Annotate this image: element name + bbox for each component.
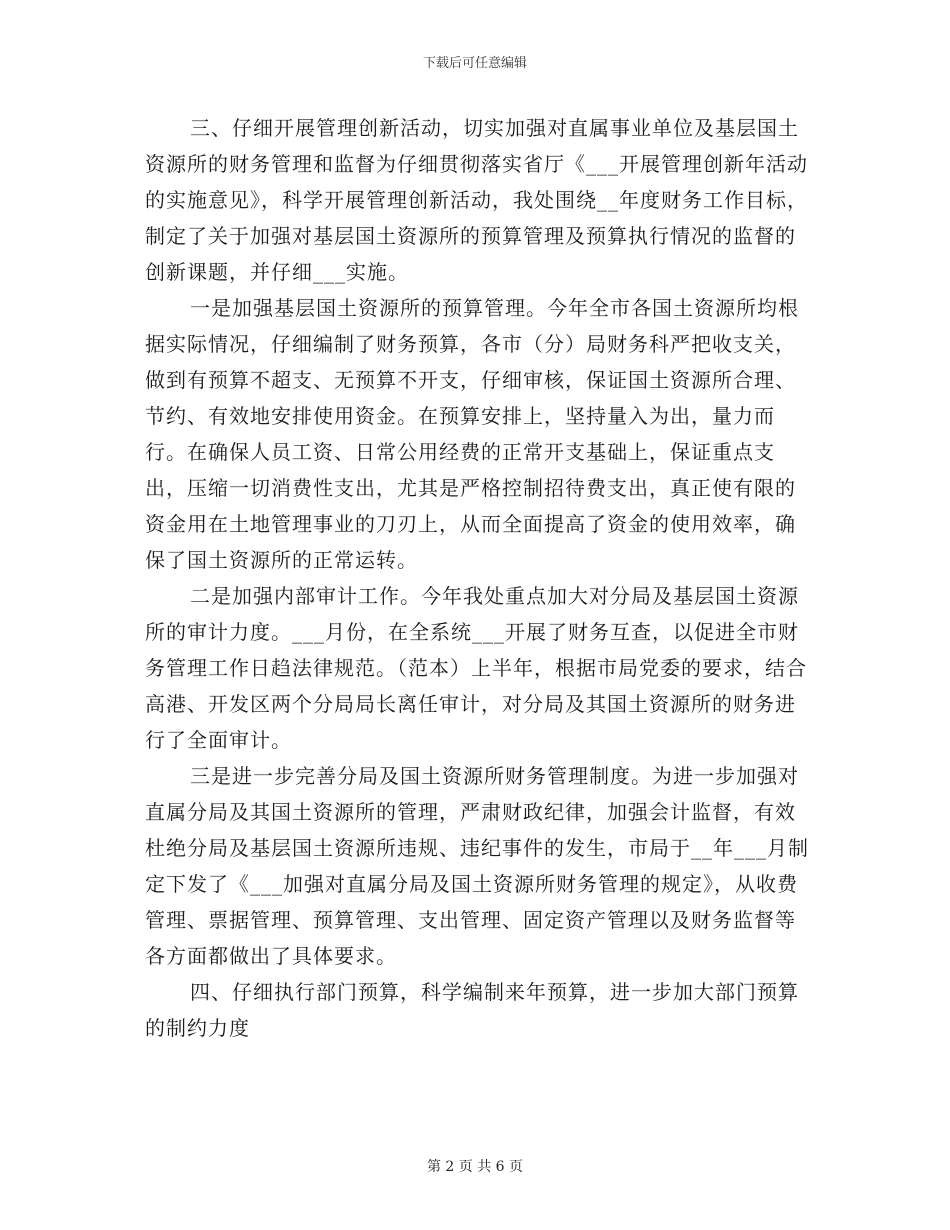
paragraph-section-four: 四、仔细执行部门预算，科学编制来年预算，进一步加大部门预算的制约力度 <box>145 980 799 1040</box>
paragraph-internal-audit: 二是加强内部审计工作。今年我处重点加大对分局及基层国土资源所的审计力度。___月份，在全系统___开展了财务互查，以促进全市财务管理工作日趋法律规范。（范本）上半年，根据市局党委的要求，结合高港、开发区两个分局局长离任审计，对分局及其国土资源所的财务进行了全面审计。 <box>145 584 807 752</box>
paragraph-finance-regulations: 三是进一步完善分局及国土资源所财务管理制度。为进一步加强对直属分局及其国土资源所的管理，严肃财政纪律，加强会计监督，有效杜绝分局及基层国土资源所违规、违纪事件的发生，市局于__年___月制定下发了《___加强对直属分局及国土资源所财务管理的规定》，从收费管理、票据管理、预算管理、支出管理、固定资产管理以及财务监督等各方面都做出了具体要求。 <box>145 764 809 968</box>
paragraph-budget-management: 一是加强基层国土资源所的预算管理。今年全市各国土资源所均根据实际情况，仔细编制了财务预算，各市（分）局财务科严把收支关，做到有预算不超支、无预算不开支，仔细审核，保证国土资源所合理、节约、有效地安排使用资金。在预算安排上，坚持量入为出，量力而行。在确保人员工资、日常公用经费的正常开支基础上，保证重点支出，压缩一切消费性支出，尤其是严格控制招待费支出，真正使有限的资金用在土地管理事业的刀刃上，从而全面提高了资金的使用效率，确保了国土资源所的正常运转。 <box>145 296 799 572</box>
page-header: 下载后可任意编辑 <box>422 56 527 71</box>
paragraph-section-three: 三、仔细开展管理创新活动，切实加强对直属事业单位及基层国土资源所的财务管理和监督为仔细贯彻落实省厅《___开展管理创新年活动的实施意见》，科学开展管理创新活动，我处围绕__年度财务工作目标，制定了关于加强对基层国土资源所的预算管理及预算执行情况的监督的创新课题，并仔细___实施。 <box>145 116 808 284</box>
page-number-footer: 第 2 页 共 6 页 <box>426 1159 524 1175</box>
document-body <box>145 110 810 1046</box>
